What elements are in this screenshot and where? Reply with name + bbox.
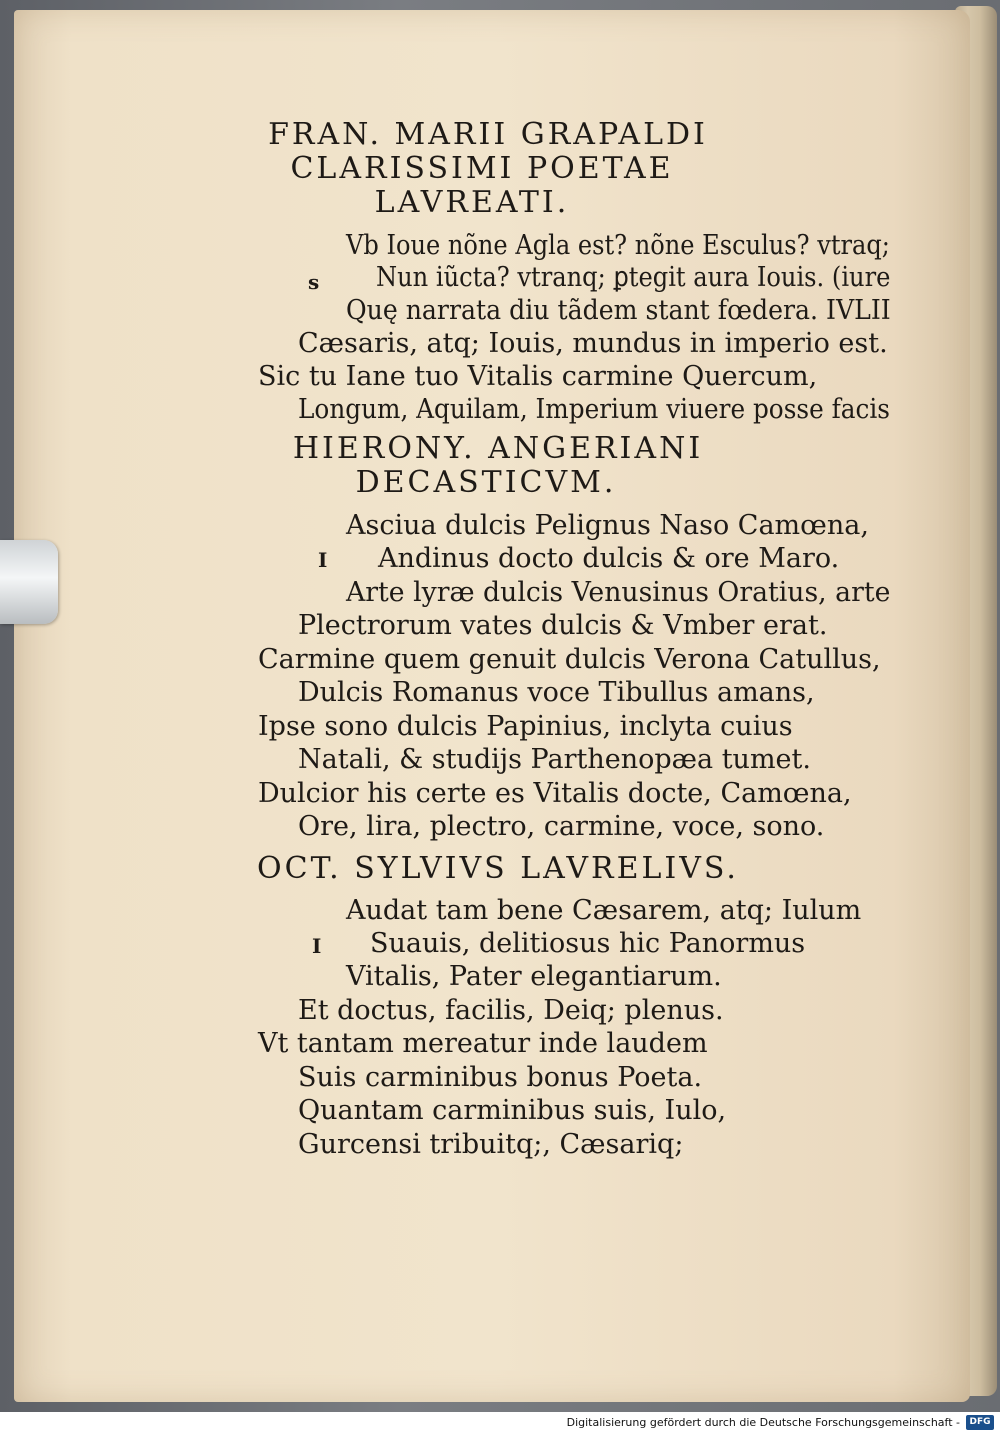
verse-line: Audat tam bene Cæsarem, atq; Iulum xyxy=(346,895,862,926)
verse-line: Arte lyræ dulcis Venusinus Oratius, arte xyxy=(346,577,891,608)
verse-line: Gurcensi tribuitq;, Cæsariq; xyxy=(298,1129,684,1160)
verse-line: Suis carminibus bonus Poeta. xyxy=(298,1062,703,1093)
verse-line: Quę narrata diu tãdem stant fœdera. IVLII xyxy=(346,295,891,326)
verse-line: Vb Ioue nõne Agla est? nõne Esculus? vtraq; xyxy=(346,230,890,261)
margin-mark: I xyxy=(312,934,322,958)
verse-line: Andinus docto dulcis & ore Maro. xyxy=(378,543,840,574)
footer-credit: Digitalisierung gefördert durch die Deutsche Forschungsgemeinschaft - xyxy=(566,1416,960,1429)
verse-line: Quantam carminibus suis, Iulo, xyxy=(298,1095,727,1126)
verse-line: Ore, lira, plectro, carmine, voce, sono. xyxy=(298,811,825,842)
heading-line: LAVREATI. xyxy=(374,185,570,220)
verse-line: Nun iũcta? vtranq; ꝑtegit aura Iouis. (iure xyxy=(376,262,891,293)
verse-line: Ipse sono dulcis Papinius, inclyta cuius xyxy=(258,711,793,742)
heading-line: FRAN. MARII GRAPALDI xyxy=(268,117,708,152)
verse-line: Et doctus, facilis, Deiq; plenus. xyxy=(298,995,724,1026)
verse-line: Carmine quem genuit dulcis Verona Catullus, xyxy=(258,644,881,675)
footer-bar xyxy=(0,1412,1000,1434)
heading-line: DECASTICVM. xyxy=(355,465,617,500)
verse-line: Cæsaris, atq; Iouis, mundus in imperio est. xyxy=(298,328,888,359)
heading-line: HIERONY. ANGERIANI xyxy=(292,431,704,466)
verse-line: Dulcior his certe es Vitalis docte, Camœna, xyxy=(258,778,852,809)
heading-line: CLARISSIMI POETAE xyxy=(290,151,674,186)
margin-mark: I xyxy=(318,548,328,572)
heading-line: OCT. SYLVIVS LAVRELIVS. xyxy=(257,851,739,886)
verse-line: Vt tantam mereatur inde laudem xyxy=(258,1028,708,1059)
verse-line: Sic tu Iane tuo Vitalis carmine Quercum, xyxy=(258,361,818,392)
verse-line: Longum, Aquilam, Imperium viuere posse facis xyxy=(298,394,890,425)
dfg-logo: DFG xyxy=(966,1415,994,1430)
margin-mark: s xyxy=(308,270,320,294)
verse-line: Vitalis, Pater elegantiarum. xyxy=(346,961,722,992)
verse-line: Dulcis Romanus voce Tibullus amans, xyxy=(298,677,815,708)
verse-line: Natali, & studijs Parthenopæa tumet. xyxy=(298,744,811,775)
verse-line: Suauis, delitiosus hic Panormus xyxy=(370,928,806,959)
verse-line: Asciua dulcis Pelignus Naso Camœna, xyxy=(346,510,869,541)
verse-line: Plectrorum vates dulcis & Vmber erat. xyxy=(298,610,828,641)
